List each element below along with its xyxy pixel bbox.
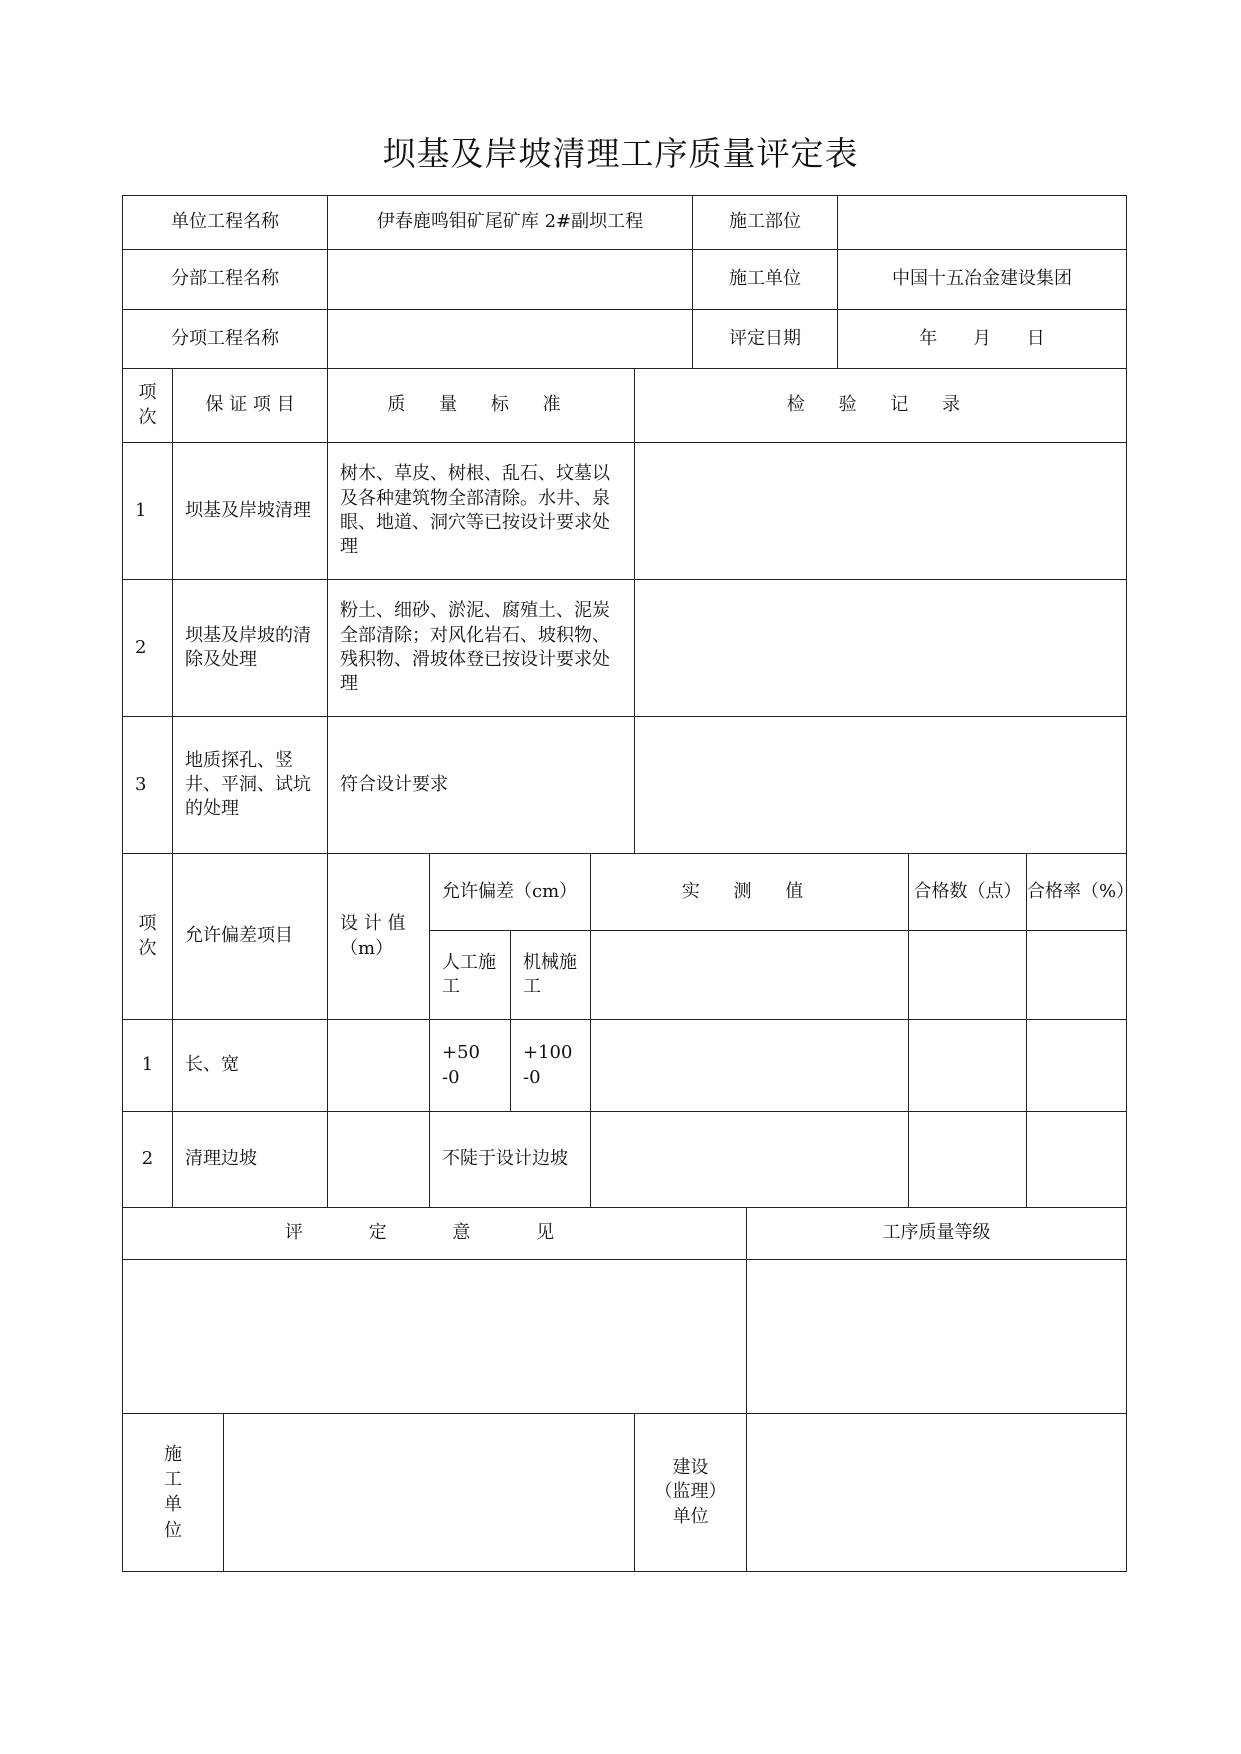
table-row — [123, 1112, 1127, 1208]
quality-grade-cell[interactable] — [747, 1260, 1127, 1414]
evaluation-table — [122, 1207, 1127, 1414]
pass-count-cell[interactable] — [909, 1112, 1027, 1208]
tolerance-col-measured: 实 测 值 — [591, 854, 909, 931]
guarantee-row-record[interactable] — [635, 717, 1127, 854]
date-month: 月 — [973, 327, 991, 349]
date-year: 年 — [919, 327, 938, 349]
tolerance-col-item: 允许偏差项目 — [173, 854, 328, 1020]
guarantee-row-item: 地质探孔、竖井、平洞、试坑的处理 — [173, 717, 328, 854]
guarantee-table — [122, 368, 1127, 854]
tolerance-col-pass-rate: 合格率（%） — [1027, 854, 1127, 931]
construction-part-value[interactable] — [838, 196, 1127, 250]
pass-rate-cell[interactable] — [1027, 931, 1127, 1020]
unit-project-value[interactable]: 伊春鹿鸣钼矿尾矿库 2#副坝工程 — [328, 196, 693, 250]
guarantee-col-standard: 质 量 标 准 — [328, 369, 635, 443]
guarantee-row-no: 2 — [123, 580, 173, 717]
guarantee-row-item: 坝基及岸坡的清除及处理 — [173, 580, 328, 717]
guarantee-row-no: 1 — [123, 443, 173, 580]
guarantee-row-no: 3 — [123, 717, 173, 854]
measured-cell[interactable] — [591, 1020, 909, 1112]
guarantee-col-item: 保 证 项 目 — [173, 369, 328, 443]
guarantee-col-no: 项次 — [123, 369, 173, 443]
guarantee-row-record[interactable] — [635, 443, 1127, 580]
guarantee-row-record[interactable] — [635, 580, 1127, 717]
tolerance-table — [122, 853, 1135, 1208]
table-row — [123, 1020, 1127, 1112]
signature-table — [122, 1413, 1127, 1572]
evaluation-opinion-label: 评 定 意 见 — [123, 1208, 747, 1260]
tolerance-row-item: 清理边坡 — [173, 1112, 328, 1208]
tolerance-col-machine: 机械施工 — [511, 931, 591, 1020]
tolerance-col-manual: 人工施工 — [430, 931, 511, 1020]
construction-unit-sign-label: 施工单位 — [123, 1414, 224, 1572]
table-row — [123, 580, 1127, 717]
pass-count-cell[interactable] — [909, 1020, 1027, 1112]
quality-grade-label: 工序质量等级 — [747, 1208, 1127, 1260]
construction-unit-label: 施工单位 — [693, 250, 838, 310]
construction-part-label: 施工部位 — [693, 196, 838, 250]
eval-date-label: 评定日期 — [693, 310, 838, 369]
unit-project-label: 单位工程名称 — [123, 196, 328, 250]
date-day: 日 — [1026, 327, 1045, 349]
branch-project-label: 分部工程名称 — [123, 250, 328, 310]
table-row — [123, 717, 1127, 854]
pass-count-cell[interactable] — [909, 931, 1027, 1020]
owner-sign-cell[interactable] — [747, 1414, 1127, 1572]
tolerance-col-design: 设 计 值（m） — [328, 854, 430, 1020]
guarantee-row-standard: 树木、草皮、树根、乱石、坟墓以及各种建筑物全部清除。水井、泉眼、地道、洞穴等已按设计要求处理 — [328, 443, 635, 580]
table-row — [123, 443, 1127, 580]
tolerance-row-no: 1 — [123, 1020, 173, 1112]
tolerance-row-no: 2 — [123, 1112, 173, 1208]
manual-tolerance-plus: +50 — [442, 1042, 480, 1064]
page-title: 坝基及岸坡清理工序质量评定表 — [382, 134, 859, 173]
allow-tolerance: 不陡于设计边坡 — [430, 1112, 591, 1208]
design-value-cell[interactable] — [328, 1020, 430, 1112]
guarantee-row-standard: 粉土、细砂、淤泥、腐殖土、泥炭全部清除；对风化岩石、坡积物、残积物、滑坡体登已按设计要求处理 — [328, 580, 635, 717]
machine-tolerance-minus: -0 — [523, 1066, 541, 1088]
tolerance-col-allow: 允许偏差（cm） — [430, 854, 591, 931]
item-project-label: 分项工程名称 — [123, 310, 328, 369]
tolerance-col-pass-count: 合格数（点） — [909, 854, 1027, 931]
header-table — [122, 195, 1127, 369]
branch-project-value[interactable] — [328, 250, 693, 310]
construction-unit-value[interactable]: 中国十五冶金建设集团 — [838, 250, 1127, 310]
guarantee-col-record: 检 验 记 录 — [635, 369, 1127, 443]
machine-tolerance — [511, 1020, 591, 1112]
owner-sign-label: 建设 （监理） 单位 — [635, 1414, 747, 1572]
pass-rate-cell[interactable] — [1027, 1112, 1127, 1208]
manual-tolerance — [430, 1020, 511, 1112]
construction-unit-sign-cell[interactable] — [224, 1414, 635, 1572]
guarantee-row-standard: 符合设计要求 — [328, 717, 635, 854]
manual-tolerance-minus: -0 — [442, 1066, 460, 1088]
eval-date-value[interactable] — [838, 310, 1127, 369]
guarantee-row-item: 坝基及岸坡清理 — [173, 443, 328, 580]
measured-cell[interactable] — [591, 1112, 909, 1208]
tolerance-row-item: 长、宽 — [173, 1020, 328, 1112]
item-project-value[interactable] — [328, 310, 693, 369]
design-value-cell[interactable] — [328, 1112, 430, 1208]
pass-rate-cell[interactable] — [1027, 1020, 1127, 1112]
measured-cell[interactable] — [591, 931, 909, 1020]
tolerance-col-no: 项次 — [123, 854, 173, 1020]
machine-tolerance-plus: +100 — [523, 1042, 573, 1064]
evaluation-opinion-cell[interactable] — [123, 1260, 747, 1414]
